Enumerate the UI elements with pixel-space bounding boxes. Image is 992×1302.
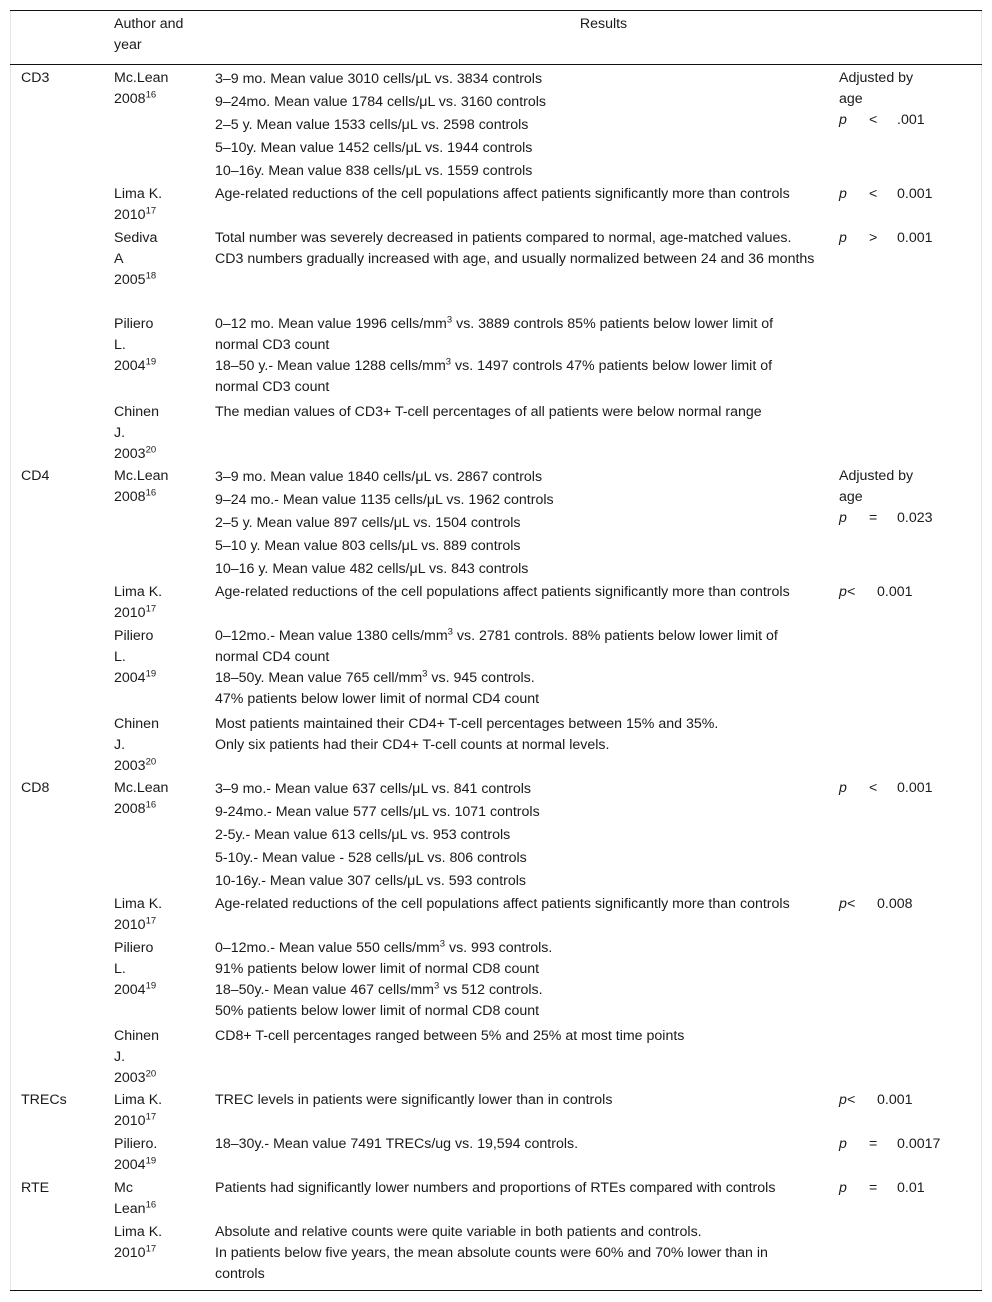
result-text: 5–10 y. Mean value 803 cells/μL vs. 889 controls xyxy=(215,538,521,554)
results-cell xyxy=(215,1222,815,1285)
parameter-label: CD4 xyxy=(21,468,50,484)
results-cell xyxy=(215,466,815,581)
p-number: 0.01 xyxy=(897,1180,925,1196)
p-value-cell xyxy=(839,1090,979,1111)
author-text: Piliero xyxy=(114,628,154,644)
author-line xyxy=(114,356,212,377)
reference-superscript: 18 xyxy=(145,270,157,282)
reference-superscript: 19 xyxy=(145,1155,157,1167)
author-line xyxy=(114,915,212,936)
author-line xyxy=(114,205,212,226)
p-value-cell xyxy=(839,1178,979,1199)
author-line xyxy=(114,756,212,777)
p-value xyxy=(839,1178,979,1199)
author-text: 2008 xyxy=(114,489,146,505)
author-line xyxy=(114,778,212,799)
reference-superscript: 17 xyxy=(145,915,157,927)
result-text: TREC levels in patients were significantly lower than in controls xyxy=(215,1092,613,1108)
result-text: 2–5 y. Mean value 897 cells/μL vs. 1504 controls xyxy=(215,515,521,531)
reference-superscript: 16 xyxy=(145,89,157,101)
author-text: Lima K. xyxy=(114,1092,163,1108)
author-text: 2004 xyxy=(114,982,146,998)
result-text: 3–9 mo.- Mean value 637 cells/μL vs. 841 controls xyxy=(215,781,531,797)
result-text: Age-related reductions of the cell populations affect patients significantly more than controls xyxy=(215,896,790,912)
adjusted-note: Adjusted by age xyxy=(839,70,914,107)
result-text: 0–12 mo. Mean value 1996 cells/$mm^3$ vs. 3889 controls 85% patients below lower limit of normal CD3 count xyxy=(215,314,774,353)
author-text: Lima K. xyxy=(114,186,163,202)
reference-superscript: 19 xyxy=(145,668,157,680)
reference-superscript: 17 xyxy=(145,1111,157,1123)
author-text: Chinen xyxy=(114,404,159,420)
p-number: 0.0017 xyxy=(897,1136,941,1152)
author-text: J. xyxy=(114,737,126,753)
author-text: 2010 xyxy=(114,1113,146,1129)
result-text: 2–5 y. Mean value 1533 cells/μL vs. 2598 controls xyxy=(215,117,529,133)
p-symbol: p xyxy=(839,186,847,202)
parameter-label: CD8 xyxy=(21,780,50,796)
result-text: 18–50y. Mean value 765 cell/$mm^3$ vs. 945 controls. xyxy=(215,668,535,686)
results-cell xyxy=(215,626,815,710)
p-operator: = xyxy=(869,510,878,526)
reference-superscript: 17 xyxy=(145,603,157,615)
author-year-cell xyxy=(114,466,212,508)
author-line xyxy=(114,1111,212,1132)
author-text: 2005 xyxy=(114,272,146,288)
author-text: Mc.Lean xyxy=(114,70,169,86)
reference-superscript: 17 xyxy=(145,205,157,217)
result-text: CD8+ T-cell percentages ranged between 5% and 25% at most time points xyxy=(215,1028,685,1044)
author-line xyxy=(114,735,212,756)
author-text: Mc xyxy=(114,1180,133,1196)
author-line xyxy=(114,603,212,624)
result-text: 3–9 mo. Mean value 1840 cells/μL vs. 2867 controls xyxy=(215,469,543,485)
author-year-cell xyxy=(114,582,212,624)
p-operator: < xyxy=(869,112,878,128)
results-cell xyxy=(215,1178,815,1199)
author-line xyxy=(114,270,212,291)
p-number: 0.001 xyxy=(877,1092,913,1108)
author-line xyxy=(114,402,212,423)
author-text: 2004 xyxy=(114,1157,146,1173)
author-text: Piliero xyxy=(114,316,154,332)
author-line xyxy=(114,894,212,915)
result-text: The median values of CD3+ T-cell percentages of all patients were below normal range xyxy=(215,404,762,420)
result-text: 18–50y.- Mean value 467 cells/$mm^3$ vs 512 controls. xyxy=(215,980,543,998)
author-line xyxy=(114,466,212,487)
author-line xyxy=(114,1026,212,1047)
result-text: 50% patients below lower limit of normal CD8 count xyxy=(215,1003,540,1019)
author-text: Mc.Lean xyxy=(114,780,169,796)
author-text: Piliero xyxy=(114,940,154,956)
result-text: 0–12mo.- Mean value 550 cells/$mm^3$ vs. 993 controls. xyxy=(215,938,553,956)
result-text: 5-10y.- Mean value - 528 cells/μL vs. 806 controls xyxy=(215,850,527,866)
result-text: 2-5y.- Mean value 613 cells/μL vs. 953 controls xyxy=(215,827,511,843)
result-text: CD3 numbers gradually increased with age, and usually normalized between 24 and 36 months xyxy=(215,251,815,267)
result-text: In patients below five years, the mean absolute counts were 60% and 70% lower than in controls xyxy=(215,1245,768,1282)
reference-superscript: 20 xyxy=(145,756,157,768)
author-line xyxy=(114,668,212,689)
header-author-year: Author and year xyxy=(114,16,184,53)
results-cell xyxy=(215,1134,815,1155)
author-line xyxy=(114,1047,212,1068)
author-year-cell xyxy=(114,938,212,1001)
p-value-cell xyxy=(839,1134,979,1155)
author-text: Lima K. xyxy=(114,1224,163,1240)
p-value xyxy=(839,228,979,249)
author-line xyxy=(114,714,212,735)
results-cell xyxy=(215,68,815,183)
author-line xyxy=(114,582,212,603)
reference-superscript: 16 xyxy=(145,1199,157,1211)
author-year-cell xyxy=(114,402,212,465)
parameter-label: TRECs xyxy=(21,1092,67,1108)
parameter-label: CD3 xyxy=(21,70,50,86)
results-cell xyxy=(215,184,815,205)
p-symbol: p xyxy=(839,112,847,128)
p-operator: = xyxy=(869,1180,878,1196)
result-text: Only six patients had their CD4+ T-cell counts at normal levels. xyxy=(215,737,610,753)
p-number: 0.001 xyxy=(897,186,933,202)
result-text: 10–16y. Mean value 838 cells/μL vs. 1559 controls xyxy=(215,163,533,179)
p-number: 0.008 xyxy=(877,896,913,912)
results-cell xyxy=(215,1026,815,1047)
author-text: Lean xyxy=(114,1201,146,1217)
table-header-rule xyxy=(10,64,982,65)
results-cell xyxy=(215,402,815,423)
author-year-cell xyxy=(114,1178,212,1220)
p-value-cell xyxy=(839,778,979,799)
author-text: J. xyxy=(114,1049,126,1065)
author-line xyxy=(114,980,212,1001)
results-cell xyxy=(215,228,815,270)
results-cell xyxy=(215,894,815,915)
p-value xyxy=(839,1090,979,1111)
author-line xyxy=(114,89,212,110)
results-cell xyxy=(215,582,815,603)
author-line xyxy=(114,1155,212,1176)
result-text: 3–9 mo. Mean value 3010 cells/μL vs. 3834 controls xyxy=(215,71,543,87)
result-text: 9-24mo.- Mean value 577 cells/μL vs. 1071 controls xyxy=(215,804,540,820)
p-value xyxy=(839,582,979,603)
author-line xyxy=(114,1222,212,1243)
author-line xyxy=(114,1134,212,1155)
p-number: 0.023 xyxy=(897,510,933,526)
p-symbol: p xyxy=(839,1136,847,1152)
author-text: Lima K. xyxy=(114,584,163,600)
p-number: 0.001 xyxy=(897,230,933,246)
author-year-cell xyxy=(114,1222,212,1264)
p-value-cell xyxy=(839,466,979,529)
author-line xyxy=(114,184,212,205)
result-text: 10-16y.- Mean value 307 cells/μL vs. 593 controls xyxy=(215,873,527,889)
author-year-cell xyxy=(114,1090,212,1132)
p-value-cell xyxy=(839,582,979,603)
author-line xyxy=(114,444,212,465)
author-year-cell xyxy=(114,228,212,291)
author-text: Chinen xyxy=(114,716,159,732)
author-year-cell xyxy=(114,1134,212,1176)
reference-superscript: 20 xyxy=(145,444,157,456)
results-cell xyxy=(215,314,815,398)
result-text: Absolute and relative counts were quite variable in both patients and controls. xyxy=(215,1224,702,1240)
author-line xyxy=(114,487,212,508)
result-text: 18–30y.- Mean value 7491 TRECs/ug vs. 19,594 controls. xyxy=(215,1136,579,1152)
adjusted-note: Adjusted by age xyxy=(839,468,914,505)
p-symbol: p xyxy=(839,230,847,246)
author-text: Mc.Lean xyxy=(114,468,169,484)
result-text: 47% patients below lower limit of normal CD4 count xyxy=(215,691,540,707)
author-year-cell xyxy=(114,894,212,936)
p-number: .001 xyxy=(897,112,925,128)
reference-superscript: 16 xyxy=(145,487,157,499)
author-text: 2010 xyxy=(114,207,146,223)
p-value xyxy=(839,508,979,529)
p-operator: < xyxy=(869,186,878,202)
result-text: 18–50 y.- Mean value 1288 cells/$mm^3$ vs. 1497 controls 47% patients below lower limit of normal CD3 count xyxy=(215,356,773,395)
results-cell xyxy=(215,778,815,893)
author-text: 2008 xyxy=(114,801,146,817)
result-text: Total number was severely decreased in patients compared to normal, age-matched values. xyxy=(215,230,792,246)
author-year-cell xyxy=(114,1026,212,1089)
author-line xyxy=(114,228,212,249)
author-text: L. xyxy=(114,649,126,665)
result-text: Age-related reductions of the cell populations affect patients significantly more than controls xyxy=(215,584,790,600)
author-text: 2003 xyxy=(114,758,146,774)
result-text: Most patients maintained their CD4+ T-cell percentages between 15% and 35%. xyxy=(215,716,719,732)
reference-superscript: 17 xyxy=(145,1243,157,1255)
header-results: Results xyxy=(579,16,628,32)
author-line xyxy=(114,335,212,356)
table-top-rule xyxy=(10,10,982,11)
author-text: 2010 xyxy=(114,1245,146,1261)
author-text: 2008 xyxy=(114,91,146,107)
author-line xyxy=(114,647,212,668)
p-operator: = xyxy=(869,1136,878,1152)
author-line xyxy=(114,1199,212,1220)
result-text: 91% patients below lower limit of normal CD8 count xyxy=(215,961,540,977)
reference-superscript: 16 xyxy=(145,799,157,811)
reference-superscript: 19 xyxy=(145,356,157,368)
author-year-cell xyxy=(114,626,212,689)
author-year-cell xyxy=(114,184,212,226)
p-symbol: p xyxy=(839,1180,847,1196)
author-line xyxy=(114,249,212,270)
author-line xyxy=(114,938,212,959)
p-operator: > xyxy=(869,230,878,246)
author-line xyxy=(114,423,212,444)
author-line xyxy=(114,1068,212,1089)
p-symbol: p xyxy=(839,510,847,526)
author-text: 2003 xyxy=(114,1070,146,1086)
result-text: 10–16 y. Mean value 482 cells/μL vs. 843 controls xyxy=(215,561,529,577)
result-text: 9–24 mo.- Mean value 1135 cells/μL vs. 1962 controls xyxy=(215,492,554,508)
results-cell xyxy=(215,938,815,1022)
table-bottom-rule xyxy=(10,1290,982,1291)
result-text: Patients had significantly lower numbers and proportions of RTEs compared with controls xyxy=(215,1180,776,1196)
result-text: Age-related reductions of the cell populations affect patients significantly more than controls xyxy=(215,186,790,202)
results-cell xyxy=(215,714,815,756)
author-line xyxy=(114,1090,212,1111)
author-text: 2003 xyxy=(114,446,146,462)
p-value xyxy=(839,110,979,131)
p-number: 0.001 xyxy=(877,584,913,600)
p-value-cell xyxy=(839,894,979,915)
author-text: Piliero. xyxy=(114,1136,158,1152)
author-text: A xyxy=(114,251,124,267)
author-text: Sediva xyxy=(114,230,158,246)
author-text: L. xyxy=(114,961,126,977)
author-text: 2010 xyxy=(114,917,146,933)
p-operator: < xyxy=(869,780,878,796)
reference-superscript: 19 xyxy=(145,980,157,992)
p-value-cell xyxy=(839,68,979,131)
result-text: 9–24mo. Mean value 1784 cells/μL vs. 3160 controls xyxy=(215,94,547,110)
author-line xyxy=(114,1243,212,1264)
author-text: L. xyxy=(114,337,126,353)
author-line xyxy=(114,68,212,89)
author-year-cell xyxy=(114,778,212,820)
p-value xyxy=(839,894,979,915)
result-text: 5–10y. Mean value 1452 cells/μL vs. 1944 controls xyxy=(215,140,533,156)
results-cell xyxy=(215,1090,815,1111)
parameter-label: RTE xyxy=(21,1180,50,1196)
p-value-cell xyxy=(839,228,979,249)
author-line xyxy=(114,626,212,647)
p-value xyxy=(839,1134,979,1155)
author-line xyxy=(114,314,212,335)
author-text: 2004 xyxy=(114,358,146,374)
author-year-cell xyxy=(114,314,212,377)
author-text: Lima K. xyxy=(114,896,163,912)
author-text: 2010 xyxy=(114,605,146,621)
p-symbol: p xyxy=(839,780,847,796)
p-symbol: p< xyxy=(839,896,856,912)
reference-superscript: 20 xyxy=(145,1068,157,1080)
p-value xyxy=(839,184,979,205)
p-value xyxy=(839,778,979,799)
p-symbol: p< xyxy=(839,584,856,600)
author-text: Chinen xyxy=(114,1028,159,1044)
author-text: J. xyxy=(114,425,126,441)
author-line xyxy=(114,799,212,820)
result-text: 0–12mo.- Mean value 1380 cells/$mm^3$ vs. 2781 controls. 88% patients below lower limit of normal CD4 count xyxy=(215,626,778,665)
author-text: 2004 xyxy=(114,670,146,686)
author-line xyxy=(114,1178,212,1199)
p-symbol: p< xyxy=(839,1092,856,1108)
author-year-cell xyxy=(114,68,212,110)
p-value-cell xyxy=(839,184,979,205)
p-number: 0.001 xyxy=(897,780,933,796)
author-year-cell xyxy=(114,714,212,777)
author-line xyxy=(114,959,212,980)
